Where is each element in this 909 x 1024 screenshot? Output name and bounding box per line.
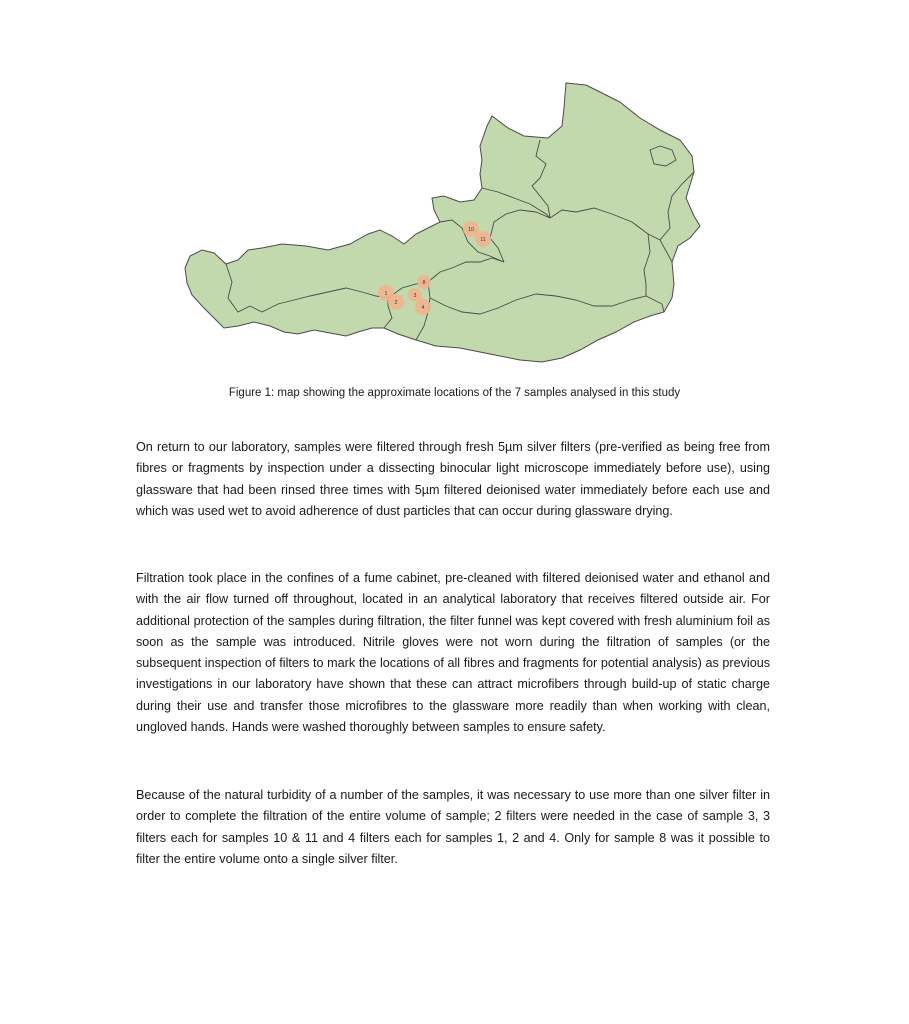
- figure-caption: Figure 1: map showing the approximate locations of the 7 samples analysed in this study: [228, 387, 681, 399]
- body-paragraph: On return to our laboratory, samples were filtered through fresh 5µm silver filters (pre-verified as being free from fibres or fragments by inspection under a dissecting binocular light microscope immediately before use), using glassware that had been rinsed three times with 5µm filtered deionised water immediately before each use and which was used wet to avoid adherence of dust particles that can occur during glassware drying.: [136, 440, 770, 518]
- country-outline: [185, 83, 700, 362]
- sample-marker: [417, 275, 431, 289]
- sample-marker-label: 3: [413, 293, 417, 299]
- sample-marker-label: 1: [384, 291, 388, 297]
- body-paragraph: Because of the natural turbidity of a number of the samples, it was necessary to use more than one silver filter in order to complete the filtration of the entire volume of sample; 2 filters were needed in the case of sample 3, 3 filters each for samples 10 & 11 and 4 filters each for samples 1, 2 and 4. Only for sample 8 was it possible to filter the entire volume onto a single silver filter.: [136, 788, 770, 866]
- sample-marker-label: 2: [394, 300, 398, 306]
- sample-marker: [475, 231, 491, 247]
- sample-marker: [388, 294, 404, 310]
- sample-marker-label: 4: [421, 305, 425, 311]
- sample-marker: [415, 299, 431, 315]
- austria-map: [0, 0, 909, 375]
- sample-marker-label: 8: [422, 280, 426, 286]
- body-paragraph: Filtration took place in the confines of a fume cabinet, pre-cleaned with filtered deionised water and ethanol and with the air flow turned off throughout, located in an analytical laboratory that receives filtered outside air. For additional protection of the samples during filtration, the filter funnel was kept covered with fresh aluminium foil as soon as the sample was introduced. Nitrile gloves were not worn during the filtration of samples (or the subsequent inspection of filters to mark the locations of all fibres and fragments for potential analysis) as previous investigations in our laboratory have shown that these can attract microfibers through build-up of static charge during their use and transfer those microfibres to the glassware more readily than when working with clean, ungloved hands. Hands were washed thoroughly between samples to ensure safety.: [136, 571, 770, 735]
- sample-marker-label: 11: [480, 237, 486, 243]
- sample-marker-label: 10: [468, 227, 474, 233]
- map-figure: [0, 0, 909, 375]
